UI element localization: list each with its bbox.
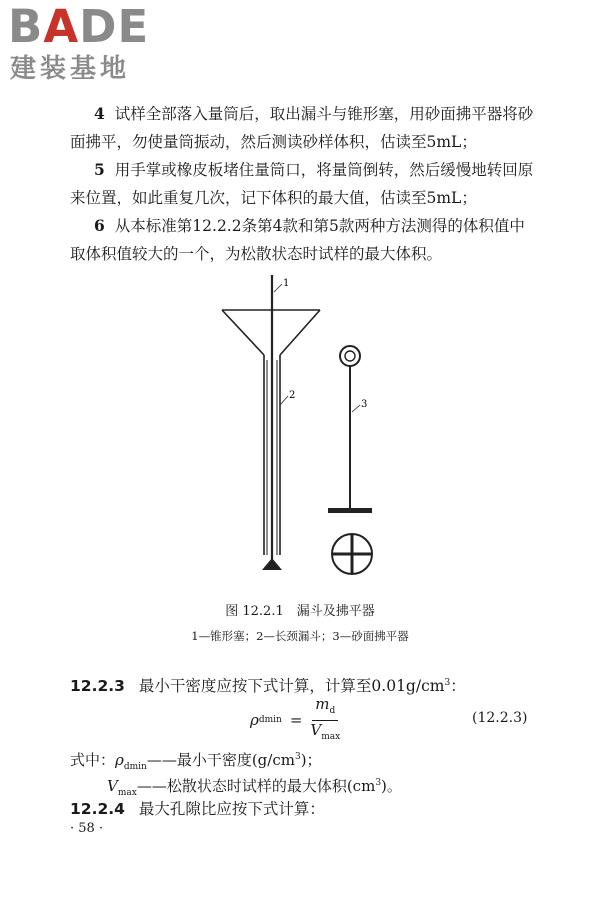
label-1: 1 (283, 278, 290, 289)
formula-min-dry-density: ρ dmin = $\frac{m_d}{V_{max}}$ (250, 700, 340, 740)
funnel-leveler-figure (200, 270, 400, 580)
equation-number: (12.2.3) (472, 710, 528, 726)
figure-legend: 1—锥形塞；2—长颈漏斗；3—砂面拂平器 (191, 629, 409, 643)
item-4: 4 试样全部落入量筒后，取出漏斗与锥形塞，用砂面拂平器将砂面拂平，勿使量筒振动，然后测读砂样体积，估读至5mL； (70, 104, 534, 151)
logo-subtitle: 建装基地 (10, 54, 131, 84)
definition-2: $V_{max}——$松散状态时试样的最大体积$(cm^3)$。 (107, 777, 402, 798)
item-5: 5 用手掌或橡皮板堵住量筒口，将量筒倒转，然后缓慢地转回原来位置，如此重复几次，记下体积的最大值，估读至5mL； (70, 160, 534, 207)
item-6: 6 从本标准第12.2.2条第4款和第5款两种方法测得的体积值中取体积值较大的一个，为松散状态时试样的最大体积。 (70, 216, 525, 263)
figure-caption: 图 12.2.1 漏斗及拂平器 (225, 604, 375, 619)
section-12-2-3: 12.2.3 最小干密度应按下式计算，计算至$0.01g/cm^3$： (70, 677, 466, 696)
section-12-2-4: 12.2.4 最大孔隙比应按下式计算： (70, 800, 325, 818)
brand-logo (8, 0, 178, 90)
formula-fraction: $\frac{m_d}{V_{max}}$ (310, 694, 341, 742)
definition-1: 式中：$\rho_{dmin}——$最小干密度$(g/cm^3)$； (70, 751, 322, 772)
label-3: 3 (361, 399, 368, 410)
logo-brand-text: BADE (8, 0, 150, 53)
sand-leveler (328, 346, 372, 574)
label-2: 2 (289, 390, 296, 401)
page-number: · 58 · (70, 821, 104, 836)
